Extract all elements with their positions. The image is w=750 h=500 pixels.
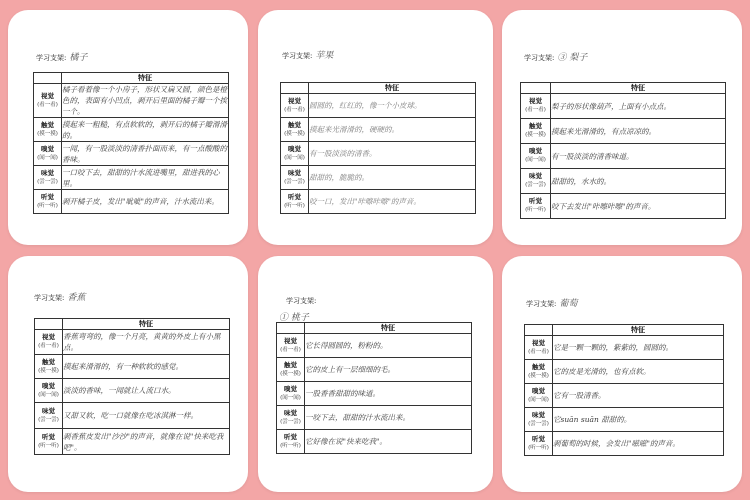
sense-name: 嗅觉 (288, 144, 301, 153)
scaffold-label (286, 296, 316, 306)
sense-label (521, 144, 551, 169)
sense-name: 味觉 (284, 408, 297, 417)
feature-text: 一股香香甜甜的味道。 (305, 382, 472, 406)
feature-text: 剥开橘子皮，发出"呲呲"的声音，汁水流出来。 (62, 190, 229, 214)
feature-text: 咬下去发出"咔嚓咔嚓"的声音。 (551, 194, 726, 219)
sense-label (35, 379, 63, 403)
sense-label (521, 169, 551, 194)
scaffold-label (36, 50, 87, 63)
sense-label (277, 382, 305, 406)
scaffold-label-text: 学习支架: (286, 297, 317, 305)
feature-table (33, 72, 229, 214)
sense-sub: (闻一闻) (284, 154, 305, 161)
feature-table (280, 82, 476, 214)
sense-name: 触觉 (41, 120, 54, 129)
blank-header-cell (281, 83, 309, 94)
feature-text: 它suān suān 甜甜的。 (553, 408, 724, 432)
scaffold-label (34, 290, 85, 303)
feature-text: 剥香蕉皮发出"沙沙"的声音，就像在说"快来吃我吧"。 (63, 429, 230, 455)
feature-text: 它有一股清香。 (553, 384, 724, 408)
feature-text: 圆圆的，红红的，像一个小皮球。 (309, 94, 476, 118)
sense-name: 视觉 (41, 91, 54, 100)
sense-sub: (看一看) (38, 343, 59, 349)
sense-name: 视觉 (284, 336, 297, 345)
feature-text: 淡淡的香味，一闻就让人流口水。 (63, 379, 230, 403)
sense-sub: (看一看) (280, 346, 301, 353)
worksheet-card-3 (502, 10, 742, 245)
sense-label (34, 190, 62, 214)
sense-name: 触觉 (529, 122, 542, 130)
worksheet-card-5 (258, 256, 493, 492)
sense-name: 触觉 (284, 360, 297, 369)
feature-text: 它的皮是光滑的，也有点软。 (553, 360, 724, 384)
sense-sub: (听一听) (528, 444, 549, 451)
sense-label (525, 432, 553, 456)
sense-sub: (闻一闻) (528, 396, 549, 403)
sense-sub: (摸一摸) (38, 367, 59, 374)
feature-table (520, 82, 726, 219)
sense-sub: (摸一摸) (525, 132, 546, 138)
sense-name: 视觉 (532, 338, 545, 347)
feature-table (276, 322, 472, 454)
feature-header: 特征 (305, 323, 472, 334)
feature-text: 剥葡萄的时候，会发出"嗞嗞"的声音。 (553, 432, 724, 456)
sense-name: 嗅觉 (529, 147, 542, 155)
sense-name: 味觉 (42, 406, 55, 415)
feature-text: 甜甜的，水水的。 (551, 169, 726, 194)
sense-sub: (尝一尝) (37, 178, 58, 185)
topic-handwriting: 葡萄 (559, 299, 578, 309)
worksheet-card-2 (258, 10, 493, 245)
feature-text: 它长得圆圆的，粉粉的。 (305, 334, 472, 358)
sense-sub: (闻一闻) (525, 157, 546, 163)
sense-label (35, 403, 63, 429)
sense-label (277, 358, 305, 382)
feature-text: 它好像在说"快来吃我"。 (305, 430, 472, 454)
sense-name: 触觉 (42, 357, 55, 366)
scaffold-label-text: 学习支架: (524, 54, 555, 62)
feature-header: 特征 (309, 83, 476, 94)
sense-sub: (尝一尝) (525, 182, 546, 188)
blank-header-cell (35, 319, 63, 330)
sense-sub: (闻一闻) (280, 394, 301, 401)
feature-text: 有一股淡淡的清香味道。 (551, 144, 726, 169)
feature-text: 梨子的形状像葫芦，上面有小点点。 (551, 94, 726, 119)
feature-text: 一口咬下去，甜甜的汁水流进嘴里，甜进我的心里。 (62, 166, 229, 190)
feature-table (34, 318, 230, 455)
sense-label (281, 166, 309, 190)
scaffold-label (282, 48, 333, 61)
sense-sub: (听一听) (284, 202, 305, 209)
scaffold-label-text: 学习支架: (34, 294, 65, 302)
sense-label (525, 384, 553, 408)
sense-name: 视觉 (529, 97, 542, 105)
sense-label (277, 406, 305, 430)
scaffold-label (526, 296, 577, 309)
sense-name: 触觉 (532, 362, 545, 371)
feature-text: 甜甜的，脆脆的。 (309, 166, 476, 190)
feature-header: 特征 (62, 73, 229, 84)
sense-sub: (摸一摸) (284, 130, 305, 137)
worksheet-card-1 (8, 10, 248, 245)
feature-table (524, 324, 724, 456)
sense-label (35, 355, 63, 379)
sense-label (277, 430, 305, 454)
sense-sub: (听一听) (280, 442, 301, 449)
sense-sub: (看一看) (525, 107, 546, 113)
feature-text: 它是一颗一颗的，紫紫的，圆圆的。 (553, 336, 724, 360)
scaffold-label (524, 50, 587, 63)
sense-label (34, 118, 62, 142)
sense-sub: (尝一尝) (528, 420, 549, 427)
sense-label (34, 84, 62, 118)
scaffold-label-text: 学习支架: (282, 52, 313, 60)
feature-text: 香蕉弯弯的，像一个月亮，黄黄的外皮上有小黑点。 (63, 330, 230, 355)
sense-sub: (尝一尝) (280, 418, 301, 425)
blank-header-cell (34, 73, 62, 84)
topic-handwriting: 香蕉 (67, 293, 86, 303)
blank-header-cell (521, 83, 551, 94)
feature-text: 有一股淡淡的清香。 (309, 142, 476, 166)
feature-header: 特征 (63, 319, 230, 330)
topic-handwriting: ③ 梨子 (557, 53, 588, 63)
sense-label (34, 166, 62, 190)
sense-sub: (摸一摸) (280, 370, 301, 377)
sense-sub: (尝一尝) (38, 416, 59, 423)
sense-name: 嗅觉 (284, 384, 297, 393)
sense-sub: (闻一闻) (37, 154, 58, 161)
worksheet-card-4 (8, 256, 248, 492)
feature-text: 摸起来滑滑的，有一种软软的感觉。 (63, 355, 230, 379)
blank-header-cell (277, 323, 305, 334)
sense-label (277, 334, 305, 358)
sense-sub: (闻一闻) (38, 391, 59, 398)
sense-name: 触觉 (288, 120, 301, 129)
sense-label (521, 119, 551, 144)
sense-label (525, 360, 553, 384)
sense-name: 味觉 (41, 168, 54, 177)
sense-name: 味觉 (288, 168, 301, 177)
feature-header: 特征 (553, 325, 724, 336)
sense-name: 视觉 (42, 333, 55, 341)
sense-name: 嗅觉 (532, 386, 545, 395)
blank-header-cell (525, 325, 553, 336)
sense-sub: (摸一摸) (37, 130, 58, 137)
sense-label (521, 194, 551, 219)
sense-label (281, 190, 309, 214)
feature-text: 橘子看着像一个小房子，形状又扁又圆，颜色是橙色的，表面有小凹点，剥开后里面的橘子瓣一个挨一个。 (62, 85, 227, 116)
sense-label (281, 142, 309, 166)
topic-handwriting: 橘子 (69, 53, 88, 63)
sense-name: 嗅觉 (41, 144, 54, 153)
topic-handwriting: 苹果 (315, 51, 334, 61)
sense-sub: (看一看) (284, 106, 305, 113)
feature-text: 它的皮上有一层细细的毛。 (305, 358, 472, 382)
worksheet-card-6 (502, 256, 742, 492)
sense-sub: (看一看) (528, 348, 549, 355)
sense-name: 听觉 (529, 197, 542, 205)
sense-label (281, 94, 309, 118)
sense-name: 味觉 (529, 172, 542, 180)
sense-name: 嗅觉 (42, 381, 55, 390)
feature-text: 一闻，有一股淡淡的清香扑面而来，有一点酸酸的香味。 (62, 143, 227, 164)
sense-sub: (尝一尝) (284, 178, 305, 185)
sense-name: 听觉 (41, 192, 54, 201)
sense-name: 味觉 (532, 410, 545, 419)
feature-text: 一咬下去，甜甜的汁水流出来。 (305, 406, 472, 430)
sense-label (34, 142, 62, 166)
sense-name: 听觉 (42, 432, 55, 441)
sense-name: 听觉 (288, 192, 301, 201)
feature-text: 摸起来光滑滑的，有点凉凉的。 (551, 119, 726, 144)
sense-sub: (听一听) (37, 202, 58, 209)
sense-label (281, 118, 309, 142)
sense-label (525, 336, 553, 360)
sense-label (521, 94, 551, 119)
scaffold-label-text: 学习支架: (36, 54, 67, 62)
sense-label (525, 408, 553, 432)
sense-label (35, 330, 63, 355)
sense-sub: (看一看) (37, 101, 58, 108)
sense-name: 听觉 (284, 432, 297, 441)
feature-text: 摸起来一粗糙，有点软软的，剥开后的橘子瓣滑滑的。 (62, 119, 227, 140)
sense-label (35, 429, 63, 455)
sense-sub: (听一听) (525, 207, 546, 213)
sense-sub: (摸一摸) (528, 372, 549, 379)
feature-text: 摸起来光滑滑的，硬硬的。 (309, 118, 476, 142)
topic-handwriting: ① 桃子 (279, 313, 309, 323)
scaffold-label-text: 学习支架: (526, 300, 557, 308)
feature-header: 特征 (551, 83, 726, 94)
sense-name: 听觉 (532, 434, 545, 443)
feature-text: 又甜又软，吃一口就像在吃冰淇淋一样。 (63, 403, 230, 429)
sense-sub: (听一听) (38, 442, 59, 449)
sense-name: 视觉 (288, 96, 301, 105)
feature-text: 咬一口，发出"咔嚓咔嚓"的声音。 (309, 190, 476, 214)
